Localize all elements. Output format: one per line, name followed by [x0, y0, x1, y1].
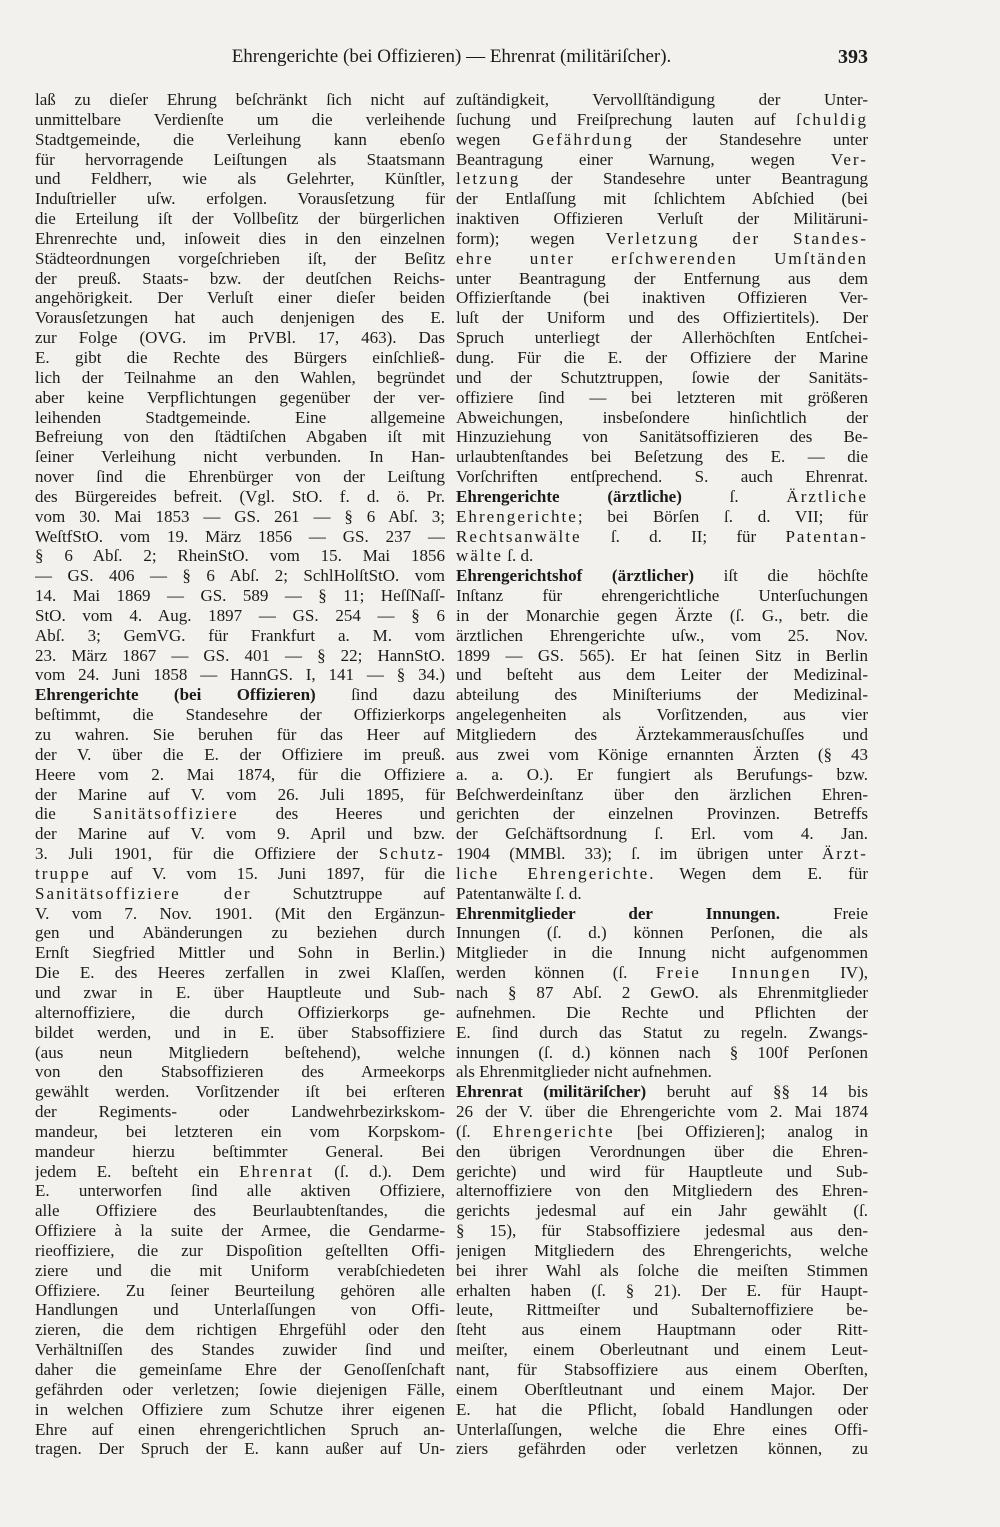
text-line	[456, 229, 868, 249]
text-segment: ſ. d.	[503, 546, 534, 566]
text-line: Handlungen und Unterlaſſungen von Offi-	[35, 1300, 445, 1320]
text-line: Ehrenrechte und, inſoweit dies in den einzelnen	[35, 228, 445, 248]
text-line	[456, 249, 868, 269]
text-segment: (ſ.	[456, 1121, 493, 1141]
text-line: der Marine auf V. vom 26. Juli 1895, für	[35, 784, 445, 804]
text-line: § 15), für Stabsoffiziere jedesmal aus den-	[456, 1221, 868, 1241]
text-line: erhalten haben (ſ. § 21). Der E. für Haupt-	[456, 1280, 868, 1300]
text-segment: ſind dazu	[315, 685, 445, 705]
text-line: zu wahren. Sie beruhen für das Heer auf	[35, 725, 445, 744]
text-line: den übrigen Verordnungen über die Ehren-	[456, 1141, 868, 1161]
text-line: angehörigkeit. Der Verluſt einer dieſer beiden	[35, 288, 445, 308]
text-line: 23. März 1867 — GS. 401 — § 22; HannStO.	[35, 645, 445, 665]
page-number: 393	[838, 46, 868, 68]
text-line	[35, 884, 445, 904]
entry-headword: Ehrenmitglieder der Innungen.	[456, 903, 780, 923]
text-line: zieren, die dem richtigen Ehrgefühl oder den	[35, 1320, 445, 1340]
left-column	[35, 90, 445, 1459]
text-segment: wegen	[456, 129, 533, 149]
emphasized-text: Freie Innungen	[655, 963, 812, 983]
text-line: jenigen Mitgliedern des Ehrengerichts, welche	[456, 1240, 868, 1260]
emphasized-text: truppe	[35, 863, 91, 883]
right-column	[456, 90, 868, 1459]
text-line: 14. Mai 1869 — GS. 589 — § 11; HeſſNaſſ-	[35, 586, 445, 606]
page-header	[35, 44, 868, 70]
entry-headword: Ehrenrat (militäriſcher)	[456, 1082, 647, 1102]
text-line: gerichts jedesmal auf ein Jahr gewählt (ſ.	[456, 1201, 868, 1221]
text-line: die Erteilung iſt der Vollbeſitz der bürgerlichen	[35, 209, 445, 229]
entry-headword: Ehrengerichtshof (ärztlicher)	[456, 566, 695, 586]
text-line: und der Schutztruppen, ſowie der Sanitäts-	[456, 367, 868, 387]
text-line: gerichte) und wird für Hauptleute und Sub-	[456, 1161, 868, 1181]
text-segment: jedem E. beſteht ein	[35, 1161, 240, 1181]
emphasized-text: Ver-	[830, 149, 868, 169]
text-line: unmittelbare Verdienſte um die verleihende	[35, 109, 445, 129]
text-line: 1899 — GS. 565). Er hat ſeinen Sitz in Berlin	[456, 645, 868, 665]
text-segment: Beantragung einer Warnung, wegen	[456, 149, 831, 169]
text-line: StO. vom 4. Aug. 1897 — GS. 254 — § 6	[35, 605, 445, 625]
text-line: alternoffiziere, die durch Offizierkorps ge-	[35, 1002, 445, 1022]
text-line: einem Oberſtleutnant und einem Major. Der	[456, 1379, 868, 1399]
text-line: Mitglieder in die Innung nicht aufgenommen	[456, 943, 868, 963]
text-line: bei ihrer Wahl als ſolche die meiſten Stimmen	[456, 1260, 868, 1280]
text-line: Die E. des Heeres zerfallen in zwei Klaſſen,	[35, 963, 445, 983]
text-line: dung. Für die E. der Offiziere der Marine	[456, 347, 868, 367]
text-line: nover ſind die Ehrenbürger von der Leiſtung	[35, 467, 445, 487]
emphasized-text: wälte	[456, 546, 504, 566]
text-line: nant, für Stabsoffiziere aus einem Oberſten,	[456, 1360, 868, 1379]
text-line: gefährden oder verletzen; ſowie diejenigen Fälle,	[35, 1379, 445, 1399]
text-line: Vorſchriften entſprechend. S. auch Ehrenrat.	[456, 467, 868, 487]
text-line: in der Monarchie gegen Ärzte (ſ. G., betr. die	[456, 605, 868, 625]
text-line: V. vom 7. Nov. 1901. (Mit den Ergänzun-	[35, 903, 445, 923]
emphasized-text: Ärztliche	[786, 486, 868, 506]
text-line: zur Folge (OVG. im PrVBl. 17, 463). Das	[35, 328, 445, 348]
text-line: mandeur hierzu beſtimmter General. Bei	[35, 1141, 445, 1161]
text-line	[456, 487, 868, 507]
text-line	[35, 844, 445, 864]
text-line: Hinzuziehung von Sanitätsoffizieren des Be-	[456, 427, 868, 447]
emphasized-text: Sanitätsoffiziere der	[35, 883, 252, 903]
text-line: der Regiments- oder Landwehrbezirkskom-	[35, 1102, 445, 1122]
emphasized-text: letzung	[456, 169, 521, 189]
text-line: mandeur, bei letzteren ein vom Korpskom-	[35, 1121, 445, 1141]
text-line: E. unterworfen ſind alle aktiven Offiziere,	[35, 1181, 445, 1201]
text-segment: der Standesehre unter Beantragung	[520, 169, 868, 189]
text-line: Ehre auf einen ehrengerichtlichen Spruch an-	[35, 1419, 445, 1439]
text-line: zuſtändigkeit, Vervollſtändigung der Unter-	[456, 90, 868, 109]
text-line: unter Beantragung der Entfernung aus dem	[456, 268, 868, 288]
entry-headword: Ehrengerichte (ärztliche)	[456, 486, 682, 506]
text-line: gerichten der einzelnen Provinzen. Betreffs	[456, 804, 868, 824]
text-line	[456, 507, 868, 527]
text-line	[35, 1162, 445, 1182]
text-line: lich der Teilnahme an den Wahlen, begründet	[35, 367, 445, 387]
text-line: Patentanwälte ſ. d.	[456, 883, 582, 903]
text-line: daher die gemeinſame Ehre der Genoſſenſchaft	[35, 1360, 445, 1379]
emphasized-text: Verletzung der Standes-	[605, 228, 868, 248]
text-line: WeſtfStO. vom 19. März 1856 — GS. 237 —	[35, 526, 445, 546]
text-line: urlaubtenſtandes bei Beſetzung des E. — die	[456, 447, 868, 467]
text-line: Verhältniſſen des Standes zuwider ſind und	[35, 1340, 445, 1360]
text-line: aus zwei vom Könige ernannten Ärzten (§ 43	[456, 744, 868, 764]
text-line: Mitgliedern des Ärztekammerausſchuſſes und	[456, 725, 868, 744]
text-line	[456, 904, 868, 924]
emphasized-text: liche Ehrengerichte	[456, 863, 650, 883]
text-line: der V. über die E. der Offiziere im preuß.	[35, 744, 445, 764]
text-segment: iſt die höchſte	[694, 566, 868, 586]
text-line: Befreiung von den ſtädtiſchen Abgaben iſt mit	[35, 427, 445, 447]
text-segment: (ſ. d.). Dem	[313, 1161, 445, 1181]
text-segment: auf V. vom 15. Juni 1897, für die	[90, 863, 445, 883]
text-line: angelegenheiten als Vorſitzenden, aus vier	[456, 705, 868, 725]
text-line: ſteht aus einem Hauptmann oder Ritt-	[456, 1320, 868, 1340]
text-line: luſt der Uniform und des Offiziertitels). Der	[456, 308, 868, 328]
text-line: 26 der V. über die Ehrengerichte vom 2. Mai 1874	[456, 1102, 868, 1122]
text-line	[456, 1122, 868, 1142]
text-line: rieoffiziere, die zur Dispoſition geſtellten Offi-	[35, 1240, 445, 1260]
text-segment: [bei Offizieren]; analog in	[614, 1121, 868, 1141]
text-line: Induſtrieller uſw. erfolgen. Vorausſetzung für	[35, 189, 445, 209]
text-line: vom 24. Juni 1858 — HannGS. I, 141 — § 34.)	[35, 665, 445, 685]
text-line: ſeiner Verleihung nicht verbunden. In Han-	[35, 447, 445, 467]
text-line: Ernſt Siegfried Mittler und Sohn in Berlin.)	[35, 943, 445, 963]
text-line: beſtimmt, die Standesehre der Offizierkorps	[35, 705, 445, 725]
text-line	[456, 566, 868, 586]
text-line: Offiziere à la suite der Armee, die Gendarme-	[35, 1221, 445, 1241]
text-line: ziere und die mit Uniform verabſchiedeten	[35, 1260, 445, 1280]
text-line: bildet werden, und in E. über Stabsoffiziere	[35, 1022, 445, 1042]
text-line: leute, Rittmeiſter und Subalternoffiziere be-	[456, 1300, 868, 1320]
text-segment: form); wegen	[456, 228, 606, 248]
emphasized-text: Gefährdung	[532, 129, 634, 149]
text-segment: 1904 (MMBl. 33); ſ. im übrigen unter	[456, 844, 822, 864]
text-segment: IV),	[811, 963, 868, 983]
text-line	[456, 110, 868, 130]
emphasized-text: Rechtsanwälte	[456, 526, 582, 546]
text-segment: . Wegen dem E. für	[649, 863, 868, 883]
text-line: der Geſchäftsordnung ſ. Erl. vom 4. Jan.	[456, 824, 868, 844]
text-segment: ſuchung und Freiſprechung lauten auf	[456, 109, 796, 129]
text-line: Spruch unterliegt der Allerhöchſten Entſchei-	[456, 328, 868, 348]
text-line: offiziere ſind — bei letzteren mit größeren	[456, 387, 868, 407]
text-segment: die	[35, 804, 93, 824]
emphasized-text: Ehrengerichte	[492, 1121, 615, 1141]
text-line: von den Stabsoffizieren des Armeekorps	[35, 1062, 445, 1082]
text-line: nach § 87 Abſ. 2 GewO. als Ehrenmitglieder	[456, 982, 868, 1002]
text-segment: ſ.	[681, 486, 787, 506]
emphasized-text: Sanitätsoffiziere	[92, 804, 239, 824]
emphasized-text: ſchuldig	[795, 109, 868, 129]
text-segment: des Heeres und	[238, 804, 445, 824]
text-line: aufnehmen. Die Rechte und Pflichten der	[456, 1002, 868, 1022]
text-line	[456, 546, 868, 566]
text-line: ziers gefährden oder verletzen können, zu	[456, 1439, 868, 1459]
emphasized-text: Ehrengerichte	[456, 506, 578, 526]
text-segment: werden können (ſ.	[456, 963, 656, 983]
text-segment: Schutztruppe auf	[251, 883, 445, 903]
emphasized-text: Schutz-	[378, 844, 445, 864]
text-segment: der Standesehre unter	[633, 129, 868, 149]
text-line: Inſtanz für ehrengerichtliche Unterſuchungen	[456, 586, 868, 606]
text-line: vom 30. Mai 1853 — GS. 261 — § 6 Abſ. 3;	[35, 506, 445, 526]
text-line	[35, 685, 445, 705]
text-line: E. hat die Pflicht, ſobald Handlungen oder	[456, 1399, 868, 1419]
text-line: und zwar in E. über Hauptleute und Sub-	[35, 982, 445, 1002]
text-line	[456, 864, 868, 884]
emphasized-text: ehre unter erſchwerenden Umſtänden	[456, 248, 868, 268]
text-segment: beruht auf §§ 14 bis	[646, 1082, 868, 1102]
entry-headword: Ehrengerichte (bei Offizieren)	[35, 685, 316, 705]
text-line: Stadtgemeinde, die Verleihung kann ebenſo	[35, 129, 445, 149]
text-segment: Freie	[779, 903, 868, 923]
text-line: ärztlichen Ehrengerichte uſw., vom 25. Nov.	[456, 625, 868, 645]
text-line: der preuß. Staats- bzw. der deutſchen Reichs-	[35, 268, 445, 288]
text-line: Offizierſtande (bei inaktiven Offizieren Ver-	[456, 288, 868, 308]
emphasized-text: Patentan-	[785, 526, 868, 546]
text-line	[35, 804, 445, 824]
text-line	[456, 844, 868, 864]
text-line: abteilung des Miniſteriums der Medizinal-	[456, 685, 868, 705]
text-line: laß zu dieſer Ehrung beſchränkt ſich nicht auf	[35, 90, 445, 109]
text-line: für hervorragende Leiſtungen als Staatsmann	[35, 149, 445, 169]
text-line: alle Offiziere des Beurlaubtenſtandes, die	[35, 1201, 445, 1221]
text-line: Heere vom 2. Mai 1874, für die Offiziere	[35, 764, 445, 784]
running-head: Ehrengerichte (bei Offizieren) — Ehrenrat (militäriſcher).	[231, 46, 672, 67]
text-line: (aus neun Mitgliedern beſtehend), welche	[35, 1042, 445, 1062]
text-line: Abweichungen, insbeſondere hinſichtlich der	[456, 407, 868, 427]
text-line: leihenden Stadtgemeinde. Eine allgemeine	[35, 407, 445, 427]
text-line	[456, 169, 868, 189]
text-line: aber keine Verpflichtungen gegenüber der ver-	[35, 387, 445, 407]
text-line: innungen (ſ. d.) können nach § 100f Perſonen	[456, 1042, 868, 1062]
emphasized-text: Ehrenrat	[239, 1161, 314, 1181]
text-line: tragen. Der Spruch der E. kann außer auf Un-	[35, 1439, 445, 1459]
text-line: gewählt werden. Vorſitzender iſt bei erſteren	[35, 1082, 445, 1102]
text-line	[456, 963, 868, 983]
text-line: Städteordnungen vorgeſchrieben iſt, der Beſitz	[35, 248, 445, 268]
text-line: alternoffiziere von den Mitgliedern des Ehren-	[456, 1181, 868, 1201]
text-line: Offiziere. Zu ſeiner Beurteilung gehören alle	[35, 1280, 445, 1300]
text-line	[35, 864, 445, 884]
text-line: Beſchwerdeinſtanz über den ärzlichen Ehren-	[456, 784, 868, 804]
text-line: a. a. O.). Er fungiert als Berufungs- bzw.	[456, 764, 868, 784]
text-segment: ; bei Börſen ſ. d. VII; für	[577, 506, 868, 526]
text-segment: ſ. d. II; für	[581, 526, 786, 546]
text-line	[456, 527, 868, 547]
text-line: meiſter, einem Oberleutnant und einem Leut-	[456, 1340, 868, 1360]
text-line: — GS. 406 — § 6 Abſ. 2; SchlHolſtStO. vom	[35, 566, 445, 586]
text-line: als Ehrenmitglieder nicht aufnehmen.	[456, 1062, 712, 1082]
text-line	[456, 1082, 868, 1102]
text-line: E. ſind durch das Statut zu regeln. Zwangs-	[456, 1022, 868, 1042]
emphasized-text: Ärzt-	[821, 844, 868, 864]
text-line: Vorausſetzungen hat auch denjenigen des E.	[35, 308, 445, 328]
text-line: inaktiven Offizieren Verluſt der Militäruni-	[456, 209, 868, 229]
text-line: Unterlaſſungen, welche die Ehre eines Offi-	[456, 1419, 868, 1439]
text-line: § 6 Abſ. 2; RheinStO. vom 15. Mai 1856	[35, 546, 445, 566]
text-line: gen und Abänderungen zu beziehen durch	[35, 923, 445, 943]
text-line	[456, 150, 868, 170]
text-line	[456, 130, 868, 150]
text-line: und Feldherr, wie als Gelehrter, Künſtler,	[35, 169, 445, 189]
text-line: Innungen (ſ. d.) können Perſonen, die als	[456, 923, 868, 943]
text-line: des Bürgereides befreit. (Vgl. StO. f. d. ö. Pr.	[35, 486, 445, 506]
text-line: E. gibt die Rechte des Bürgers einſchließ-	[35, 347, 445, 367]
text-line: der Marine auf V. vom 9. April und bzw.	[35, 824, 445, 844]
text-line: Abſ. 3; GemVG. für Frankfurt a. M. vom	[35, 625, 445, 645]
text-line: der Entlaſſung mit ſchlichtem Abſchied (bei	[456, 189, 868, 209]
text-line: und beſteht aus dem Leiter der Medizinal-	[456, 665, 868, 685]
text-segment: 3. Juli 1901, für die Offiziere der	[35, 844, 379, 864]
text-line: in welchen Offiziere zum Schutze ihrer eigenen	[35, 1399, 445, 1419]
